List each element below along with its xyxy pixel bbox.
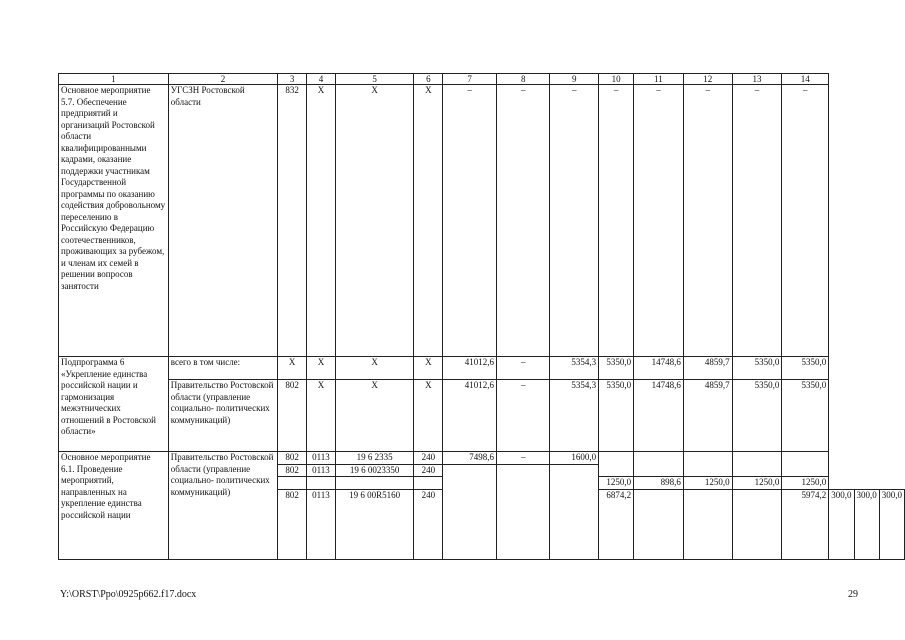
table-cell (732, 489, 782, 559)
col-header: 2 (168, 74, 277, 85)
table-cell (335, 477, 413, 490)
table-cell: Х (335, 357, 413, 380)
file-path: Y:\ORST\Ppo\0925p662.f17.docx (60, 589, 197, 600)
table-cell: 832 (278, 85, 307, 357)
table-cell: 0113 (307, 489, 336, 559)
col-header: 4 (307, 74, 336, 85)
table-cell: 0113 (307, 464, 336, 477)
table-row (59, 380, 905, 452)
table-cell: 802 (278, 489, 307, 559)
table-cell (634, 452, 684, 477)
table-cell: 802 (278, 464, 307, 477)
table-cell: Х (414, 357, 443, 380)
table-cell: 1250,0 (599, 477, 634, 490)
table-cell (414, 477, 443, 490)
table-cell: – (599, 85, 634, 357)
table-cell: 240 (414, 489, 443, 559)
header-row (59, 74, 905, 85)
table-cell: 5350,0 (599, 357, 634, 380)
table-cell (278, 477, 307, 490)
table-cell (782, 452, 829, 477)
table-cell: Х (307, 380, 336, 452)
col-header: 12 (683, 74, 732, 85)
table-cell: 41012,6 (443, 380, 497, 452)
col-header: 11 (634, 74, 684, 85)
table-cell: – (782, 85, 829, 357)
table-cell: 7498,6 (443, 452, 497, 465)
col-header: 8 (496, 74, 549, 85)
table-cell: 1600,0 (550, 452, 599, 465)
table-cell: Х (307, 85, 336, 357)
col-header: 9 (550, 74, 599, 85)
table-cell: Х (414, 380, 443, 452)
table-cell: 1250,0 (782, 477, 829, 490)
row-title: Основное мероприятие 6.1. Проведение мероприятий, направленных на укрепление единства российской нации (59, 452, 169, 560)
table-cell: – (496, 85, 549, 357)
table-cell: – (550, 85, 599, 357)
table-cell: – (496, 452, 549, 465)
col-header: 13 (732, 74, 782, 85)
table-cell: 4859,7 (683, 380, 732, 452)
table-row (59, 357, 905, 380)
table-cell: 41012,6 (443, 357, 497, 380)
row-title: Основное мероприятие 5.7. Обеспечение предприятий и организаций Ростовской области квалифицированными кадрами, оказание поддержки участникам Государственной программы по оказанию содействия добровольному переселению в Российскую Федерацию соотечественников, проживающих за рубежом, и членам их семей в решении вопросов занятости (59, 85, 169, 357)
row-title: Подпрограмма 6 «Укрепление единства российской нации и гармонизация межэтнических отношений в Ростовской области» (59, 357, 169, 452)
table-cell (683, 489, 732, 559)
table-row (59, 85, 905, 357)
table-cell: – (496, 357, 549, 380)
table-cell: 5354,3 (550, 357, 599, 380)
table-cell (496, 464, 549, 559)
table-cell: 19 6 0023350 (335, 464, 413, 477)
col-header: 1 (59, 74, 169, 85)
table-cell: 19 6 2335 (335, 452, 413, 465)
table-cell: 1250,0 (683, 477, 732, 490)
table-cell: 6874,2 (599, 489, 634, 559)
col-header: 7 (443, 74, 497, 85)
table-cell (634, 489, 684, 559)
table-cell: 0113 (307, 452, 336, 465)
table-cell: – (496, 380, 549, 452)
table-cell: 4859,7 (683, 357, 732, 380)
table-cell: 898,6 (634, 477, 684, 490)
table-row (59, 452, 905, 465)
table-cell: Х (278, 357, 307, 380)
table-cell: 300,0 (854, 489, 879, 559)
table-cell: 14748,6 (634, 380, 684, 452)
col-header: 3 (278, 74, 307, 85)
table-cell: 1250,0 (732, 477, 782, 490)
executor-cell: УГСЗН Ростовской области (168, 85, 277, 357)
col-header: 5 (335, 74, 413, 85)
table-cell (307, 477, 336, 490)
table-cell: 5350,0 (599, 380, 634, 452)
table-cell: 802 (278, 380, 307, 452)
table-cell (732, 452, 782, 477)
executor-cell: Правительство Ростовской области (управление социально- политических коммуникаций) (168, 452, 277, 560)
table-cell (550, 464, 599, 559)
table-cell: Х (335, 85, 413, 357)
table-cell: 300,0 (829, 489, 854, 559)
table-cell: 300,0 (879, 489, 904, 559)
table-cell: 5354,3 (550, 380, 599, 452)
table-cell: 5350,0 (732, 380, 782, 452)
table-cell: 5350,0 (782, 357, 829, 380)
table-cell (599, 452, 634, 477)
table-cell: 14748,6 (634, 357, 684, 380)
page-number: 29 (848, 589, 858, 600)
table-cell: – (443, 85, 497, 357)
table-cell: 19 6 00R5160 (335, 489, 413, 559)
col-header: 6 (414, 74, 443, 85)
table-cell: 802 (278, 452, 307, 465)
table-cell: 5974,2 (782, 489, 829, 559)
executor-cell: всего в том числе: (168, 357, 277, 380)
table-cell (443, 464, 497, 559)
table-cell: Х (414, 85, 443, 357)
col-header: 14 (782, 74, 829, 85)
table-cell (683, 452, 732, 477)
budget-table (58, 73, 905, 560)
table-cell: 240 (414, 464, 443, 477)
table-cell: 5350,0 (782, 380, 829, 452)
executor-cell: Правительство Ростовской области (управление социально- политических коммуникаций) (168, 380, 277, 452)
table-cell: Х (335, 380, 413, 452)
table-cell: – (634, 85, 684, 357)
table-cell: Х (307, 357, 336, 380)
table-cell: 5350,0 (732, 357, 782, 380)
table-cell: – (683, 85, 732, 357)
col-header: 10 (599, 74, 634, 85)
table-cell: 240 (414, 452, 443, 465)
table-cell: – (732, 85, 782, 357)
